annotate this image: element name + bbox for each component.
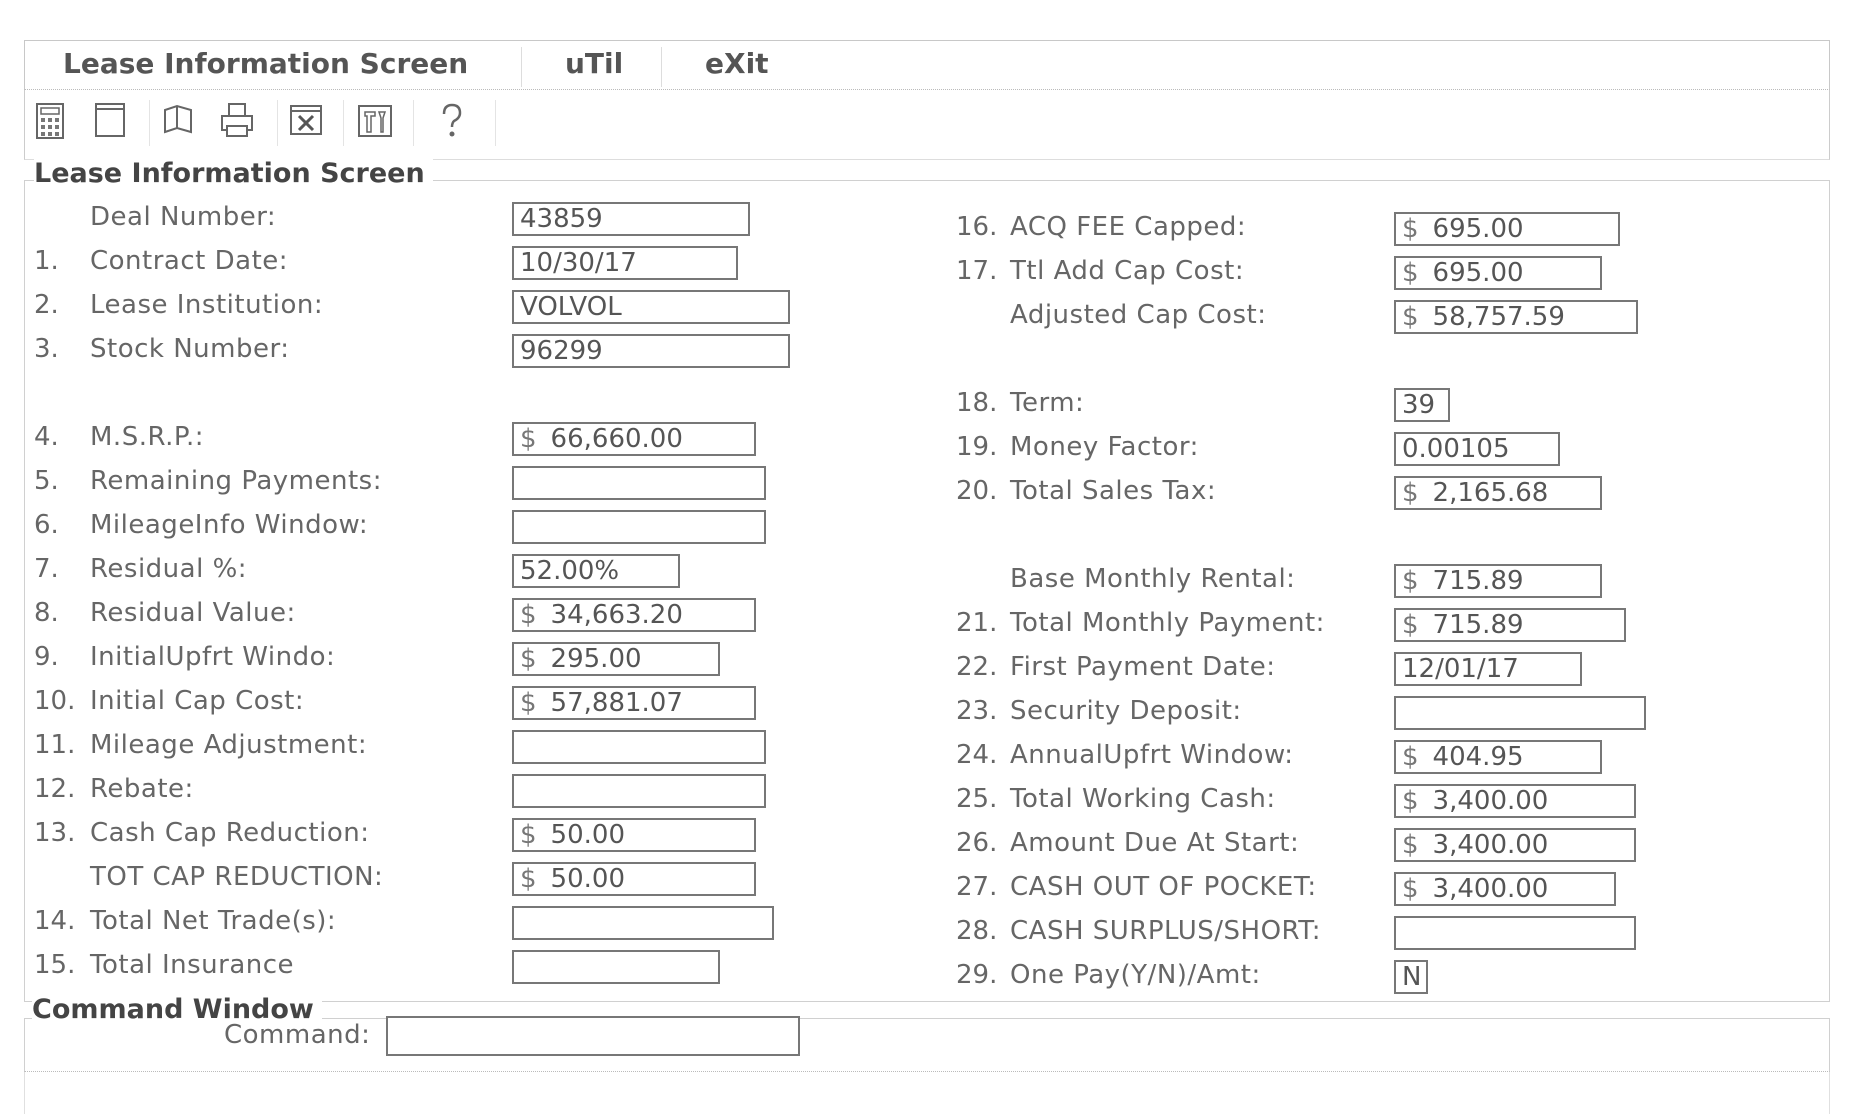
blank-page-icon[interactable]: [93, 102, 127, 142]
mileage-adjustment-field[interactable]: [512, 730, 766, 764]
rebate-field[interactable]: [512, 774, 766, 808]
initialupfrt-windo-field[interactable]: [512, 642, 720, 676]
lease-institution-value: VOLVOL: [520, 292, 622, 322]
adjusted-cap-cost-label: Adjusted Cap Cost:: [1010, 300, 1267, 330]
cash-surplus-short-label: CASH SURPLUS/SHORT:: [1010, 916, 1322, 946]
first-payment-date-label: First Payment Date:: [1010, 652, 1276, 682]
adjusted-cap-cost-value: 58,757.59: [1432, 302, 1565, 332]
adjusted-cap-cost-field[interactable]: [1394, 300, 1638, 334]
toolbar-divider: [343, 100, 344, 146]
initial-cap-cost-label: Initial Cap Cost:: [90, 686, 305, 716]
money-factor-value: 0.00105: [1402, 434, 1510, 464]
amount-due-at-start-number: 26.: [956, 828, 998, 858]
amount-due-at-start-value: 3,400.00: [1432, 830, 1549, 860]
command-output-area: [24, 1072, 1830, 1114]
total-monthly-payment-number: 21.: [956, 608, 998, 638]
first-payment-date-field[interactable]: [1394, 652, 1582, 686]
menu-divider: [521, 47, 522, 87]
residual-value-field[interactable]: [512, 598, 756, 632]
total-monthly-payment-label: Total Monthly Payment:: [1010, 608, 1325, 638]
m-s-r-p-value: 66,660.00: [550, 424, 683, 454]
command-input[interactable]: [386, 1016, 800, 1056]
annualupfrt-window-value: 404.95: [1432, 742, 1524, 772]
total-insurance-field[interactable]: [512, 950, 720, 984]
currency-symbol: $: [1402, 478, 1419, 508]
contract-date-field[interactable]: [512, 246, 738, 280]
acq-fee-capped-label: ACQ FEE Capped:: [1010, 212, 1247, 242]
initial-cap-cost-value: 57,881.07: [550, 688, 683, 718]
currency-symbol: $: [1402, 258, 1419, 288]
currency-symbol: $: [520, 864, 537, 894]
remaining-payments-number: 5.: [34, 466, 59, 496]
initialupfrt-windo-label: InitialUpfrt Windo:: [90, 642, 336, 672]
currency-symbol: $: [520, 688, 537, 718]
currency-symbol: $: [520, 424, 537, 454]
deal-number-value: 43859: [520, 204, 603, 234]
stock-number-label: Stock Number:: [90, 334, 290, 364]
base-monthly-rental-value: 715.89: [1432, 566, 1524, 596]
total-sales-tax-number: 20.: [956, 476, 998, 506]
currency-symbol: $: [1402, 830, 1419, 860]
stock-number-field[interactable]: [512, 334, 790, 368]
cash-out-of-pocket-field[interactable]: [1394, 872, 1616, 906]
tot-cap-reduction-label: TOT CAP REDUCTION:: [90, 862, 384, 892]
tools-icon[interactable]: [357, 102, 391, 142]
currency-symbol: $: [1402, 742, 1419, 772]
lease-institution-number: 2.: [34, 290, 59, 320]
one-pay-y-n-amt-number: 29.: [956, 960, 998, 990]
remaining-payments-label: Remaining Payments:: [90, 466, 382, 496]
stock-number-value: 96299: [520, 336, 603, 366]
toolbar-divider: [277, 100, 278, 146]
total-net-trade-s-number: 14.: [34, 906, 76, 936]
acq-fee-capped-value: 695.00: [1432, 214, 1524, 244]
total-sales-tax-field[interactable]: [1394, 476, 1602, 510]
stock-number-number: 3.: [34, 334, 59, 364]
rebate-number: 12.: [34, 774, 76, 804]
money-factor-number: 19.: [956, 432, 998, 462]
total-sales-tax-label: Total Sales Tax:: [1010, 476, 1217, 506]
command-label: Command:: [224, 1020, 371, 1050]
contract-date-number: 1.: [34, 246, 59, 276]
cash-cap-reduction-label: Cash Cap Reduction:: [90, 818, 370, 848]
total-net-trade-s-label: Total Net Trade(s):: [90, 906, 337, 936]
one-pay-y-n-amt-label: One Pay(Y/N)/Amt:: [1010, 960, 1261, 990]
annualupfrt-window-number: 24.: [956, 740, 998, 770]
menu-bar: [24, 40, 1830, 90]
cash-out-of-pocket-label: CASH OUT OF POCKET:: [1010, 872, 1317, 902]
mileageinfo-window-field[interactable]: [512, 510, 766, 544]
security-deposit-number: 23.: [956, 696, 998, 726]
cash-surplus-short-field[interactable]: [1394, 916, 1636, 950]
currency-symbol: $: [520, 644, 537, 674]
toolbar: [24, 90, 1830, 160]
initialupfrt-windo-value: 295.00: [550, 644, 642, 674]
residual-number: 7.: [34, 554, 59, 584]
total-sales-tax-value: 2,165.68: [1432, 478, 1549, 508]
cash-cap-reduction-value: 50.00: [550, 820, 625, 850]
currency-symbol: $: [520, 600, 537, 630]
command-window-title: Command Window: [32, 994, 322, 1025]
toolbar-divider: [495, 100, 496, 146]
menu-divider: [661, 47, 662, 87]
m-s-r-p-label: M.S.R.P.:: [90, 422, 205, 452]
residual-value: 52.00%: [520, 556, 620, 586]
cash-out-of-pocket-number: 27.: [956, 872, 998, 902]
lease-info-panel-title: Lease Information Screen: [34, 158, 433, 189]
acq-fee-capped-field[interactable]: [1394, 212, 1620, 246]
tot-cap-reduction-field[interactable]: [512, 862, 756, 896]
mileageinfo-window-label: MileageInfo Window:: [90, 510, 369, 540]
total-net-trade-s-field[interactable]: [512, 906, 774, 940]
mileage-adjustment-number: 11.: [34, 730, 76, 760]
currency-symbol: $: [520, 820, 537, 850]
close-window-icon[interactable]: [289, 102, 323, 142]
total-working-cash-number: 25.: [956, 784, 998, 814]
toolbar-divider: [413, 100, 414, 146]
currency-symbol: $: [1402, 610, 1419, 640]
total-monthly-payment-value: 715.89: [1432, 610, 1524, 640]
lease-institution-label: Lease Institution:: [90, 290, 324, 320]
total-insurance-number: 15.: [34, 950, 76, 980]
initial-cap-cost-number: 10.: [34, 686, 76, 716]
term-label: Term:: [1010, 388, 1085, 418]
money-factor-field[interactable]: [1394, 432, 1560, 466]
lease-institution-field[interactable]: [512, 290, 790, 324]
term-value: 39: [1402, 390, 1436, 420]
residual-value-number: 8.: [34, 598, 59, 628]
security-deposit-label: Security Deposit:: [1010, 696, 1242, 726]
tot-cap-reduction-value: 50.00: [550, 864, 625, 894]
printer-icon[interactable]: [219, 102, 253, 142]
amount-due-at-start-field[interactable]: [1394, 828, 1636, 862]
currency-symbol: $: [1402, 302, 1419, 332]
total-working-cash-label: Total Working Cash:: [1010, 784, 1276, 814]
residual-value-label: Residual Value:: [90, 598, 296, 628]
total-working-cash-value: 3,400.00: [1432, 786, 1549, 816]
cash-out-of-pocket-value: 3,400.00: [1432, 874, 1549, 904]
total-monthly-payment-field[interactable]: [1394, 608, 1626, 642]
term-field[interactable]: [1394, 388, 1450, 422]
contract-date-label: Contract Date:: [90, 246, 289, 276]
currency-symbol: $: [1402, 786, 1419, 816]
initial-cap-cost-field[interactable]: [512, 686, 756, 720]
menu-util[interactable]: uTil: [565, 47, 624, 80]
contract-date-value: 10/30/17: [520, 248, 637, 278]
residual-field[interactable]: [512, 554, 680, 588]
calculator-icon[interactable]: [33, 102, 67, 142]
toolbar-divider: [149, 100, 150, 146]
term-number: 18.: [956, 388, 998, 418]
deal-number-label: Deal Number:: [90, 202, 277, 232]
m-s-r-p-field[interactable]: [512, 422, 756, 456]
acq-fee-capped-number: 16.: [956, 212, 998, 242]
menu-exit[interactable]: eXit: [705, 47, 769, 80]
rebate-label: Rebate:: [90, 774, 194, 804]
help-icon[interactable]: [435, 102, 469, 142]
initialupfrt-windo-number: 9.: [34, 642, 59, 672]
cash-surplus-short-number: 28.: [956, 916, 998, 946]
cash-cap-reduction-number: 13.: [34, 818, 76, 848]
money-factor-label: Money Factor:: [1010, 432, 1199, 462]
currency-symbol: $: [1402, 874, 1419, 904]
first-payment-date-value: 12/01/17: [1402, 654, 1519, 684]
total-working-cash-field[interactable]: [1394, 784, 1636, 818]
mileage-adjustment-label: Mileage Adjustment:: [90, 730, 368, 760]
first-payment-date-number: 22.: [956, 652, 998, 682]
security-deposit-field[interactable]: [1394, 696, 1646, 730]
residual-value-value: 34,663.20: [550, 600, 683, 630]
menu-lease-information[interactable]: Lease Information Screen: [63, 47, 469, 80]
annualupfrt-window-label: AnnualUpfrt Window:: [1010, 740, 1294, 770]
remaining-payments-field[interactable]: [512, 466, 766, 500]
base-monthly-rental-label: Base Monthly Rental:: [1010, 564, 1296, 594]
amount-due-at-start-label: Amount Due At Start:: [1010, 828, 1300, 858]
one-pay-y-n-amt-field[interactable]: [1394, 960, 1428, 994]
one-pay-y-n-amt-value: N: [1402, 962, 1422, 992]
ttl-add-cap-cost-field[interactable]: [1394, 256, 1602, 290]
residual-label: Residual %:: [90, 554, 248, 584]
cash-cap-reduction-field[interactable]: [512, 818, 756, 852]
currency-symbol: $: [1402, 214, 1419, 244]
book-icon[interactable]: [161, 102, 195, 142]
ttl-add-cap-cost-label: Ttl Add Cap Cost:: [1010, 256, 1245, 286]
deal-number-field[interactable]: [512, 202, 750, 236]
ttl-add-cap-cost-number: 17.: [956, 256, 998, 286]
total-insurance-label: Total Insurance: [90, 950, 295, 980]
base-monthly-rental-field[interactable]: [1394, 564, 1602, 598]
ttl-add-cap-cost-value: 695.00: [1432, 258, 1524, 288]
annualupfrt-window-field[interactable]: [1394, 740, 1602, 774]
mileageinfo-window-number: 6.: [34, 510, 59, 540]
m-s-r-p-number: 4.: [34, 422, 59, 452]
currency-symbol: $: [1402, 566, 1419, 596]
